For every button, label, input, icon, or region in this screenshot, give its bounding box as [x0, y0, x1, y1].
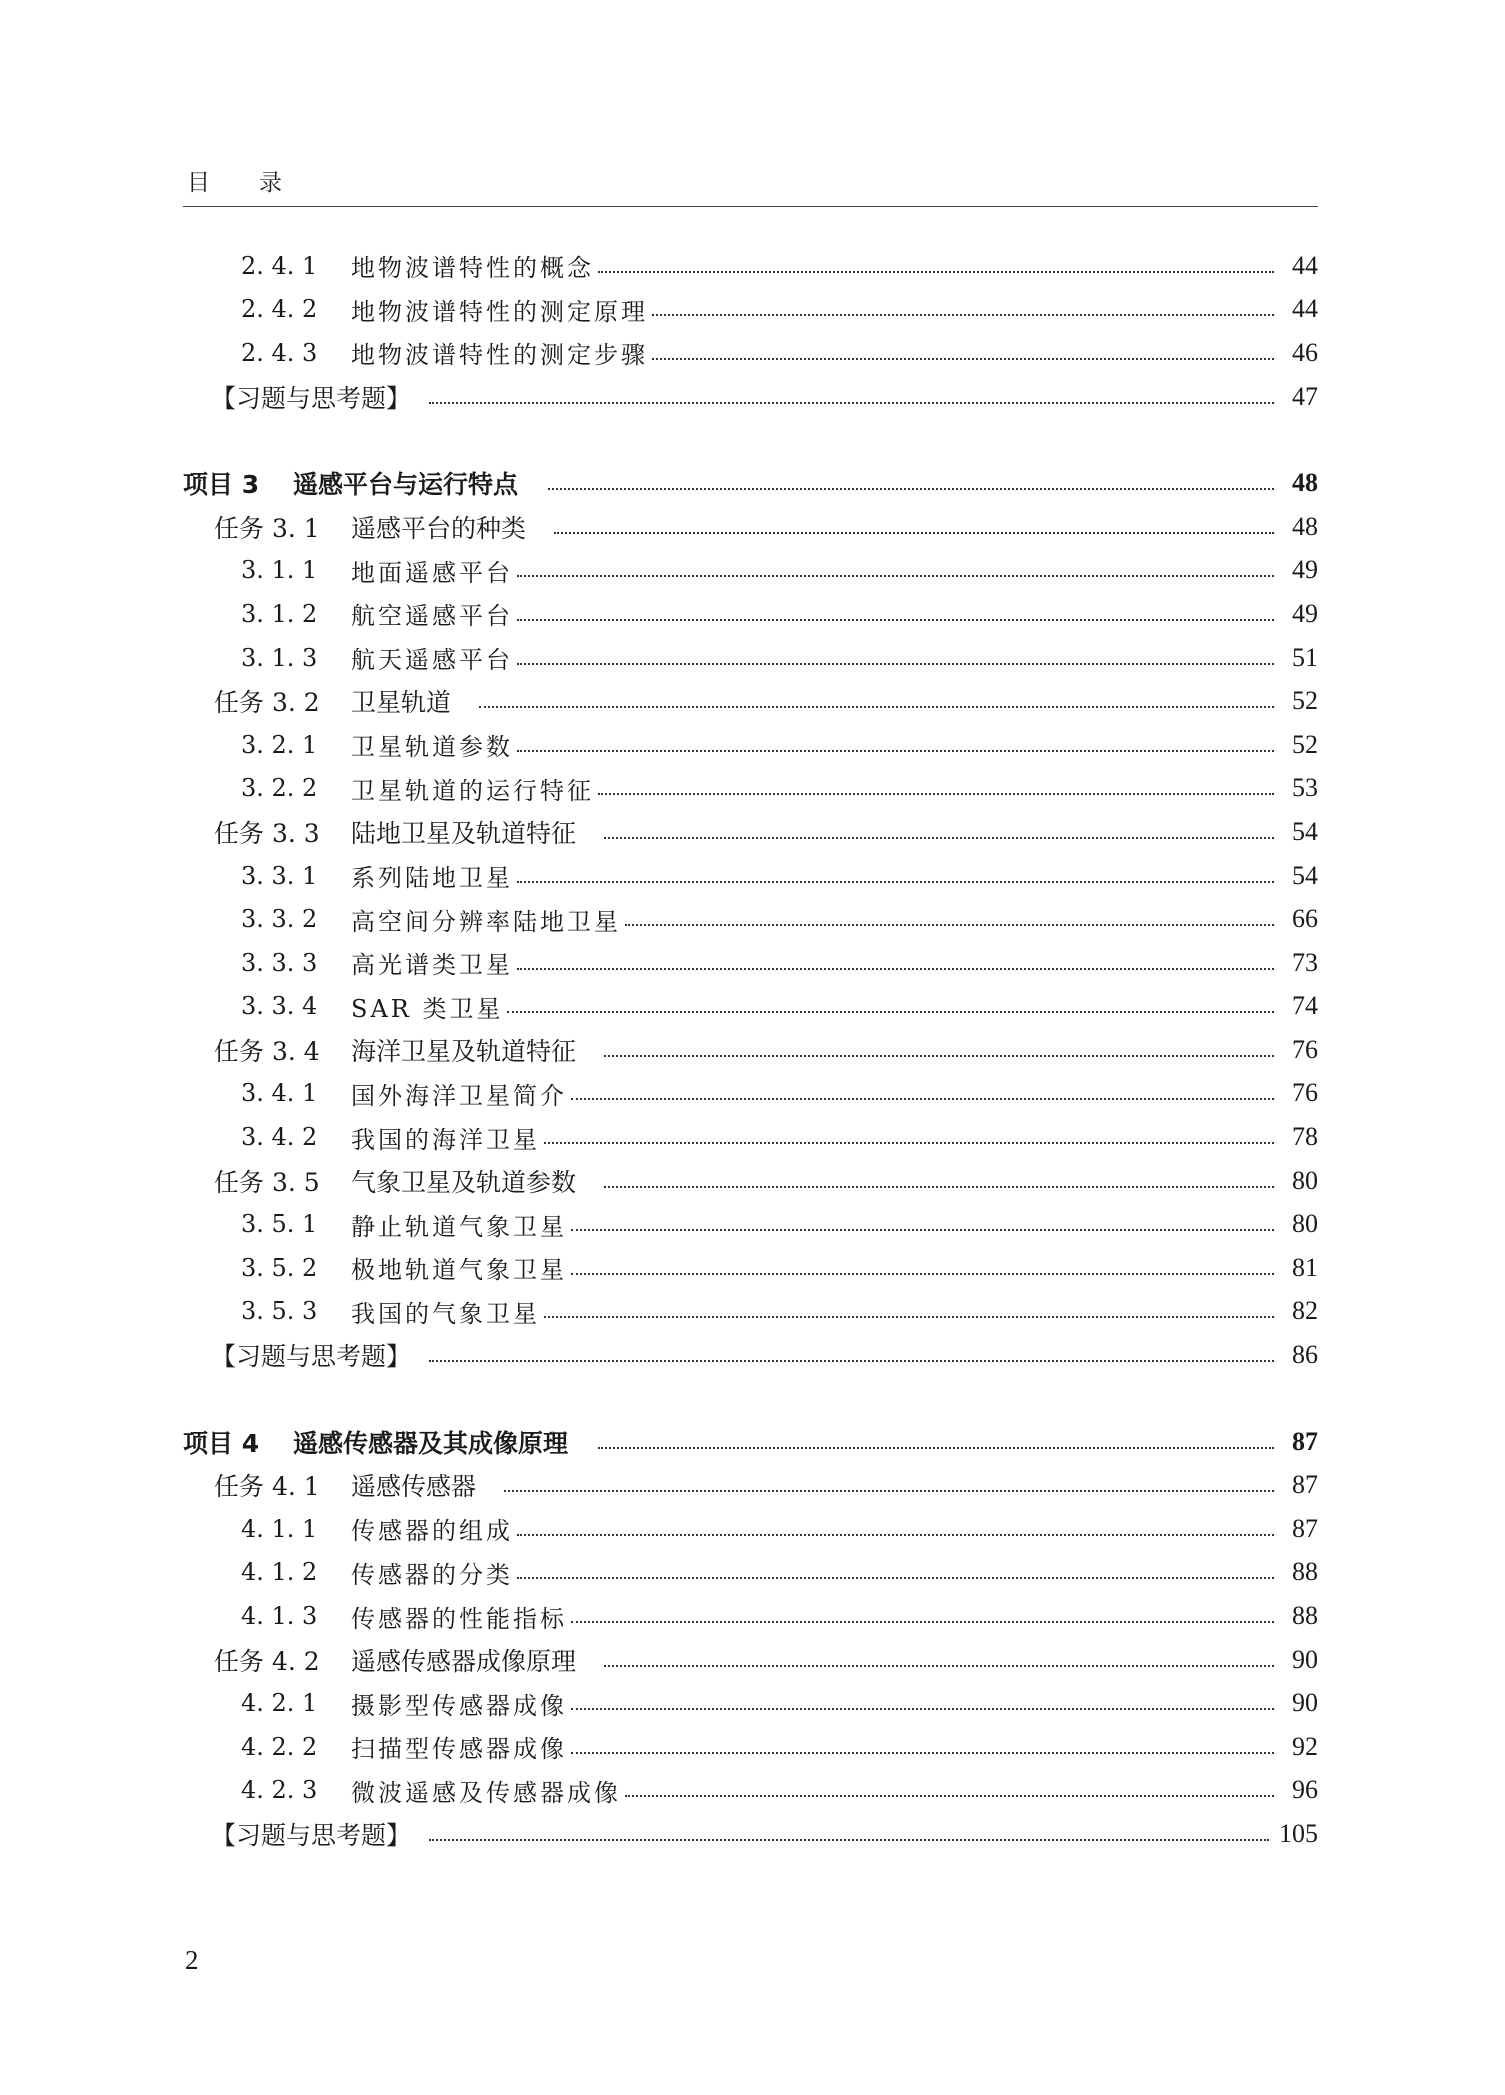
- toc-entry-page: 53: [1292, 773, 1318, 803]
- toc-entry-sub[interactable]: [183, 1072, 1318, 1116]
- toc-entry-title: 卫星轨道的运行特征: [351, 776, 594, 805]
- dot-leader: [517, 1577, 1274, 1579]
- dot-leader: [517, 663, 1274, 665]
- toc-entry-page: 47: [1292, 381, 1318, 411]
- toc-entry-sub[interactable]: [183, 854, 1318, 898]
- toc-entry-page: 76: [1292, 1078, 1318, 1108]
- toc-entry-number: 3. 1. 2: [241, 599, 318, 628]
- toc-entry-title: 传感器的性能指标: [351, 1604, 567, 1633]
- toc-entry-number: 任务 4. 2: [214, 1646, 320, 1676]
- toc-entry-page: 87: [1292, 1513, 1318, 1543]
- toc-entry-sub[interactable]: [183, 1507, 1318, 1551]
- toc-entry-title: 【习题与思考题】: [211, 1342, 412, 1372]
- toc-entry-number: 3. 5. 1: [241, 1210, 318, 1239]
- toc-entry-title: 遥感传感器: [351, 1472, 477, 1502]
- dot-leader: [429, 1360, 1274, 1362]
- toc-entry-title: 遥感平台的种类: [351, 513, 527, 543]
- dot-leader: [571, 1752, 1274, 1754]
- toc-entry-title: 气象卫星及轨道参数: [351, 1167, 577, 1197]
- dot-leader: [571, 1273, 1274, 1275]
- toc-entry-title: 我国的海洋卫星: [351, 1125, 540, 1154]
- toc-entry-number: 3. 5. 2: [241, 1253, 318, 1282]
- toc-entry-task[interactable]: [183, 505, 1318, 549]
- dot-leader: [517, 619, 1274, 621]
- toc-entry-page: 54: [1292, 816, 1318, 846]
- toc-entry-number: 3. 3. 2: [241, 905, 318, 934]
- toc-entry-title: 遥感平台与运行特点: [293, 470, 519, 500]
- toc-entry-sub[interactable]: [183, 1202, 1318, 1246]
- toc-entry-page: 48: [1292, 468, 1318, 498]
- toc-entry-sub[interactable]: [183, 1681, 1318, 1725]
- toc-entry-task[interactable]: [183, 1028, 1318, 1072]
- toc-entry-title: 我国的气象卫星: [351, 1299, 540, 1328]
- page-number: 2: [185, 1945, 199, 1975]
- toc-entry-sub[interactable]: [183, 985, 1318, 1029]
- toc-entry-title: 卫星轨道: [351, 688, 452, 718]
- toc-entry-page: 51: [1292, 642, 1318, 672]
- toc-entry-page: 73: [1292, 947, 1318, 977]
- toc-entry-page: 44: [1292, 250, 1318, 280]
- toc-entry-number: 2. 4. 2: [241, 295, 318, 324]
- toc-entry-title: 【习题与思考题】: [211, 1820, 412, 1850]
- toc-section: [183, 1420, 1318, 1856]
- toc-entry-number: 2. 4. 1: [241, 251, 318, 280]
- dot-leader: [598, 793, 1274, 795]
- toc-entry-task[interactable]: [183, 1159, 1318, 1203]
- toc-entry-number: 4. 1. 3: [241, 1602, 318, 1631]
- toc-entry-number: 4. 1. 1: [241, 1514, 318, 1543]
- toc-entry-title: 高空间分辨率陆地卫星: [351, 907, 621, 936]
- dot-leader: [652, 358, 1274, 360]
- toc-entry-sub[interactable]: [183, 723, 1318, 767]
- toc-entry-task[interactable]: [183, 1638, 1318, 1682]
- toc-entry-number: 任务 3. 2: [214, 688, 320, 718]
- toc-entry-title: 传感器的分类: [351, 1560, 513, 1589]
- toc-entry-number: 3. 3. 4: [241, 992, 318, 1021]
- toc-entry-sub[interactable]: [183, 767, 1318, 811]
- toc-entry-number: 项目 3: [183, 470, 260, 500]
- toc-entry-sub[interactable]: [183, 897, 1318, 941]
- toc-entry-number: 3. 1. 1: [241, 556, 318, 585]
- toc-entry-title: 地物波谱特性的测定原理: [351, 297, 648, 326]
- toc-entry-number: 3. 4. 2: [241, 1123, 318, 1152]
- toc-entry-page: 78: [1292, 1122, 1318, 1152]
- toc-entry-page: 90: [1292, 1644, 1318, 1674]
- dot-leader: [544, 1316, 1274, 1318]
- dot-leader: [625, 1795, 1274, 1797]
- dot-leader: [504, 1490, 1274, 1492]
- toc-entry-page: 88: [1292, 1557, 1318, 1587]
- toc-entry-number: 任务 4. 1: [214, 1472, 320, 1502]
- dot-leader: [571, 1621, 1274, 1623]
- toc-entry-title: 陆地卫星及轨道特征: [351, 818, 577, 848]
- toc-entry-title: 传感器的组成: [351, 1517, 513, 1546]
- toc-entry-page: 52: [1292, 729, 1318, 759]
- dot-leader: [604, 1055, 1274, 1057]
- toc-entry-page: 81: [1292, 1252, 1318, 1282]
- toc-entry-number: 3. 1. 3: [241, 643, 318, 672]
- toc-entry-number: 3. 4. 1: [241, 1079, 318, 1108]
- toc-entry-sub[interactable]: [183, 941, 1318, 985]
- toc-entry-sub[interactable]: [183, 288, 1318, 332]
- toc-entry-page: 49: [1292, 598, 1318, 628]
- toc-entry-page: 46: [1292, 337, 1318, 367]
- dot-leader: [652, 314, 1274, 316]
- header-label-right: 录: [259, 170, 282, 196]
- toc-entry-number: 任务 3. 1: [214, 513, 320, 543]
- toc-entry-title: 地面遥感平台: [351, 558, 513, 587]
- toc-entry-ex[interactable]: [183, 375, 1318, 419]
- dot-leader: [571, 1229, 1274, 1231]
- dot-leader: [517, 750, 1274, 752]
- toc-entry-sub[interactable]: [183, 1594, 1318, 1638]
- toc-entry-page: 66: [1292, 904, 1318, 934]
- toc-entry-title: 地物波谱特性的概念: [351, 254, 594, 283]
- toc-entry-sub[interactable]: [183, 592, 1318, 636]
- table-of-contents: [183, 244, 1318, 1856]
- toc-entry-number: 3. 3. 3: [241, 948, 318, 977]
- toc-entry-project[interactable]: [183, 461, 1318, 505]
- toc-entry-page: 90: [1292, 1688, 1318, 1718]
- dot-leader: [479, 706, 1274, 708]
- toc-entry-number: 3. 2. 1: [241, 730, 318, 759]
- toc-entry-title: SAR 类卫星: [351, 994, 504, 1023]
- toc-entry-number: 任务 3. 5: [214, 1167, 320, 1197]
- toc-entry-number: 任务 3. 4: [214, 1036, 320, 1066]
- toc-entry-sub[interactable]: [183, 549, 1318, 593]
- dot-leader: [517, 1534, 1274, 1536]
- toc-entry-title: 航空遥感平台: [351, 602, 513, 631]
- dot-leader: [548, 488, 1274, 490]
- toc-entry-sub[interactable]: [183, 1551, 1318, 1595]
- dot-leader: [507, 1011, 1274, 1013]
- toc-entry-project[interactable]: [183, 1420, 1318, 1464]
- toc-entry-page: 92: [1292, 1731, 1318, 1761]
- running-header: [183, 160, 1318, 207]
- toc-entry-page: 88: [1292, 1601, 1318, 1631]
- toc-entry-number: 3. 3. 1: [241, 861, 318, 890]
- toc-section: [183, 244, 1318, 418]
- toc-entry-sub[interactable]: [183, 244, 1318, 288]
- dot-leader: [517, 575, 1274, 577]
- toc-entry-page: 80: [1292, 1209, 1318, 1239]
- toc-entry-title: 国外海洋卫星简介: [351, 1081, 567, 1110]
- dot-leader: [604, 1665, 1274, 1667]
- toc-entry-number: 3. 2. 2: [241, 774, 318, 803]
- toc-entry-sub[interactable]: [183, 1769, 1318, 1813]
- dot-leader: [544, 1142, 1274, 1144]
- toc-entry-page: 87: [1292, 1470, 1318, 1500]
- toc-entry-page: 52: [1292, 686, 1318, 716]
- toc-entry-sub[interactable]: [183, 1115, 1318, 1159]
- toc-entry-page: 96: [1292, 1775, 1318, 1805]
- toc-entry-sub[interactable]: [183, 1290, 1318, 1334]
- toc-entry-page: 76: [1292, 1034, 1318, 1064]
- toc-entry-page: 48: [1292, 511, 1318, 541]
- toc-entry-number: 4. 2. 2: [241, 1732, 318, 1761]
- toc-entry-page: 80: [1292, 1165, 1318, 1195]
- toc-entry-task[interactable]: [183, 810, 1318, 854]
- dot-leader: [429, 1839, 1269, 1841]
- toc-entry-page: 44: [1292, 294, 1318, 324]
- toc-entry-title: 航天遥感平台: [351, 646, 513, 675]
- toc-entry-title: 极地轨道气象卫星: [351, 1256, 567, 1285]
- toc-entry-ex[interactable]: [183, 1812, 1318, 1856]
- toc-entry-title: 扫描型传感器成像: [351, 1735, 567, 1764]
- dot-leader: [517, 881, 1274, 883]
- toc-entry-title: 地物波谱特性的测定步骤: [351, 341, 648, 370]
- toc-entry-number: 4. 2. 3: [241, 1776, 318, 1805]
- toc-entry-number: 2. 4. 3: [241, 338, 318, 367]
- toc-entry-task[interactable]: [183, 679, 1318, 723]
- toc-entry-page: 86: [1292, 1340, 1318, 1370]
- header-label-left: 目: [187, 170, 210, 196]
- toc-entry-title: 海洋卫星及轨道特征: [351, 1036, 577, 1066]
- toc-entry-title: 摄影型传感器成像: [351, 1691, 567, 1720]
- dot-leader: [571, 1708, 1274, 1710]
- dot-leader: [598, 1447, 1274, 1449]
- dot-leader: [598, 271, 1274, 273]
- toc-entry-title: 遥感传感器及其成像原理: [293, 1428, 569, 1458]
- toc-entry-title: 高光谱类卫星: [351, 951, 513, 980]
- toc-entry-number: 项目 4: [183, 1428, 260, 1458]
- toc-entry-title: 静止轨道气象卫星: [351, 1212, 567, 1241]
- toc-entry-sub[interactable]: [183, 1246, 1318, 1290]
- toc-entry-ex[interactable]: [183, 1333, 1318, 1377]
- toc-entry-page: 74: [1292, 991, 1318, 1021]
- dot-leader: [604, 837, 1274, 839]
- toc-entry-page: 87: [1292, 1426, 1318, 1456]
- toc-entry-number: 任务 3. 3: [214, 818, 320, 848]
- toc-entry-title: 遥感传感器成像原理: [351, 1646, 577, 1676]
- toc-entry-title: 微波遥感及传感器成像: [351, 1778, 621, 1807]
- toc-entry-title: 卫星轨道参数: [351, 733, 513, 762]
- dot-leader: [625, 924, 1274, 926]
- toc-entry-number: 3. 5. 3: [241, 1297, 318, 1326]
- dot-leader: [571, 1098, 1274, 1100]
- dot-leader: [517, 968, 1274, 970]
- toc-entry-number: 4. 1. 2: [241, 1558, 318, 1587]
- toc-entry-page: 54: [1292, 860, 1318, 890]
- toc-entry-number: 4. 2. 1: [241, 1689, 318, 1718]
- toc-entry-title: 【习题与思考题】: [211, 383, 412, 413]
- toc-entry-title: 系列陆地卫星: [351, 864, 513, 893]
- dot-leader: [604, 1186, 1274, 1188]
- toc-entry-page: 49: [1292, 555, 1318, 585]
- dot-leader: [429, 402, 1274, 404]
- toc-entry-sub[interactable]: [183, 1725, 1318, 1769]
- toc-entry-page: 82: [1292, 1296, 1318, 1326]
- toc-entry-sub[interactable]: [183, 636, 1318, 680]
- toc-section: [183, 461, 1318, 1376]
- toc-entry-sub[interactable]: [183, 331, 1318, 375]
- toc-entry-page: 105: [1279, 1818, 1318, 1848]
- toc-entry-task[interactable]: [183, 1463, 1318, 1507]
- dot-leader: [554, 532, 1274, 534]
